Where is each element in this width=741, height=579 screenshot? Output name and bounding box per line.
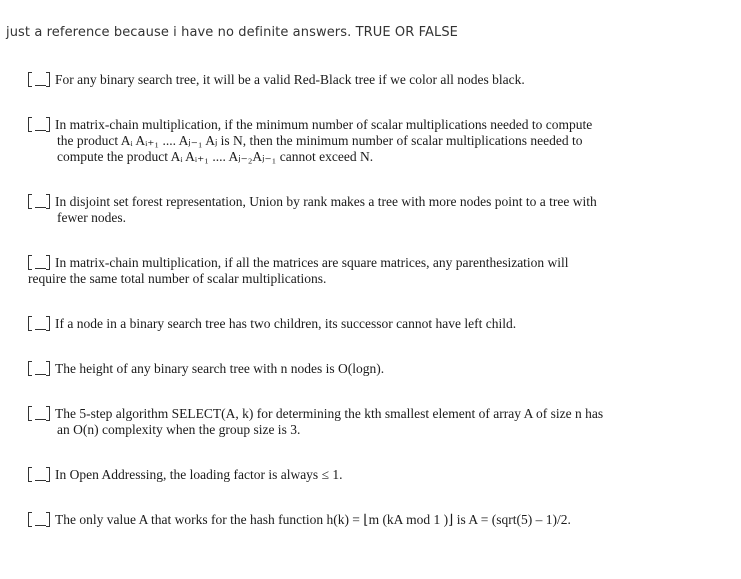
answer-blank[interactable]	[28, 406, 51, 419]
question-6	[28, 361, 628, 377]
question-5	[28, 316, 628, 332]
question-text-continued: an O(n) complexity when the group size is 3.	[57, 422, 301, 437]
answer-blank[interactable]	[28, 255, 51, 268]
question-3	[28, 194, 628, 226]
question-text: The only value A that works for the hash function h(k) = ⌊m (kA mod 1 )⌋ is A = (sqrt(5) – 1)/2.	[55, 512, 571, 527]
answer-blank[interactable]	[28, 467, 51, 480]
question-text-continued: compute the product Aᵢ Aᵢ₊₁ .... Aⱼ₋₂Aⱼ₋₁ cannot exceed N.	[57, 149, 374, 164]
question-2	[28, 117, 628, 165]
question-text: The 5-step algorithm SELECT(A, k) for determining the kth smallest element of array A of size n has	[55, 406, 604, 421]
answer-blank[interactable]	[28, 72, 51, 85]
question-text: If a node in a binary search tree has two children, its successor cannot have left child.	[55, 316, 517, 331]
question-text: For any binary search tree, it will be a valid Red-Black tree if we color all nodes black.	[55, 72, 525, 87]
question-text: In Open Addressing, the loading factor is always ≤ 1.	[55, 467, 343, 482]
question-text: In matrix-chain multiplication, if the minimum number of scalar multiplications needed to compute	[55, 117, 593, 132]
question-text-continued: the product Aᵢ Aᵢ₊₁ .... Aⱼ₋₁ Aⱼ is N, then the minimum number of scalar multiplications needed to	[57, 133, 583, 148]
question-text: In matrix-chain multiplication, if all the matrices are square matrices, any parenthesization will	[55, 255, 569, 270]
question-4	[28, 255, 628, 287]
intro-text: just a reference because i have no definite answers. TRUE OR FALSE	[6, 25, 458, 40]
question-text: The height of any binary search tree with n nodes is O(logn).	[55, 361, 385, 376]
answer-blank[interactable]	[28, 316, 51, 329]
answer-blank[interactable]	[28, 512, 51, 525]
question-7	[28, 406, 628, 438]
question-8	[28, 467, 628, 483]
question-text: In disjoint set forest representation, Union by rank makes a tree with more nodes point to a tree with	[55, 194, 597, 209]
question-1	[28, 72, 628, 88]
question-9	[28, 512, 628, 528]
answer-blank[interactable]	[28, 361, 51, 374]
answer-blank[interactable]	[28, 117, 51, 130]
question-text-continued: fewer nodes.	[57, 210, 126, 225]
answer-blank[interactable]	[28, 194, 51, 207]
question-text-continued: require the same total number of scalar multiplications.	[28, 271, 327, 286]
